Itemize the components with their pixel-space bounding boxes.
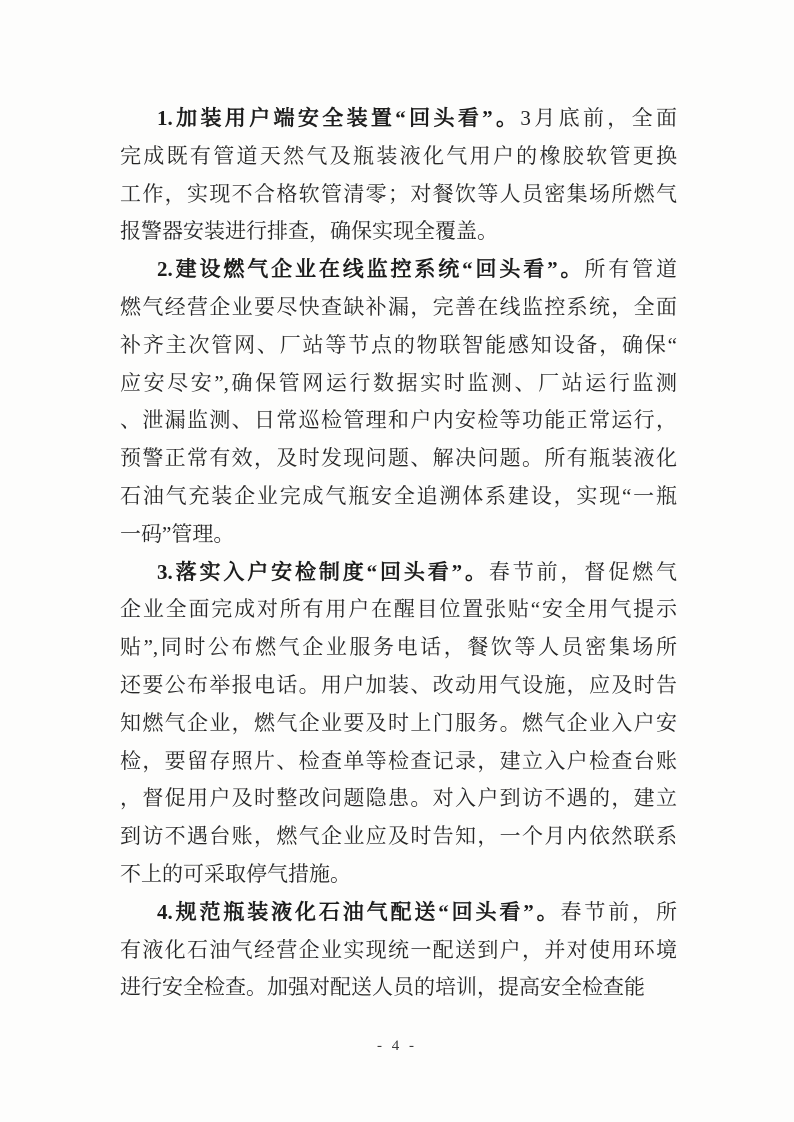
text-line: 完成既有管道天然气及瓶装液化气用户的橡胶软管更换 [120,143,677,168]
text-line: 知燃气企业，燃气企业要及时上门服务。燃气企业入户安 [120,710,677,735]
text-line: 、泄漏监测、日常巡检管理和户内安检等功能正常运行， [120,408,677,433]
text-line: 工作，实现不合格软管清零；对餐饮等人员密集场所燃气 [120,181,677,206]
text-line: 企业全面完成对所有用户在醒目位置张贴“安全用气提示 [120,597,677,622]
document-body [120,100,677,1007]
text-line: 贴”,同时公布燃气企业服务电话，餐饮等人员密集场所 [120,635,677,660]
text-line: 还要公布举报电话。用户加装、改动用气设施，应及时告 [120,672,677,697]
text-line: 报警器安装进行排查，确保实现全覆盖。 [120,219,498,244]
text-line: 补齐主次管网、厂站等节点的物联智能感知设备，确保“ [120,332,677,357]
text-line: 检，要留存照片、检查单等检查记录，建立入户检查台账 [120,748,677,773]
text-line: 不上的可采取停气措施。 [120,861,351,886]
text-line: 1.加装用户端安全装置“回头看”。3月底前，全面 [157,106,677,130]
paragraph [120,894,677,1007]
text-line: 预警正常有效，及时发现问题、解决问题。所有瓶装液化 [120,446,677,471]
text-line: 3.落实入户安检制度“回头看”。春节前，督促燃气 [157,559,677,584]
paragraph [120,554,677,894]
text-line: 石油气充装企业完成气瓶安全追溯体系建设，实现“一瓶 [120,483,677,508]
text-line: 燃气经营企业要尽快查缺补漏，完善在线监控系统，全面 [120,294,677,319]
item-heading: 4.规范瓶装液化石油气配送“回头看”。 [157,899,561,924]
text-line: ，督促用户及时整改问题隐患。对入户到访不遇的，建立 [120,786,677,811]
item-heading: 2.建设燃气企业在线监控系统“回头看”。 [157,257,585,282]
paragraph [120,100,677,251]
item-heading: 1.加装用户端安全装置“回头看”。 [157,106,521,130]
text-line: 应安尽安”,确保管网运行数据实时监测、厂站运行监测 [120,370,677,395]
text-line: 到访不遇台账，燃气企业应及时告知，一个月内依然联系 [120,824,677,849]
text-line: 4.规范瓶装液化石油气配送“回头看”。春节前，所 [157,899,677,924]
item-heading: 3.落实入户安检制度“回头看”。 [157,559,489,584]
page-number: - 4 - [377,1038,417,1054]
text-line: 一码”管理。 [120,521,235,546]
text-line: 有液化石油气经营企业实现统一配送到户，并对使用环境 [120,937,677,962]
paragraph [120,251,677,553]
text-line: 进行安全检查。加强对配送人员的培训，提高安全检查能 [120,975,645,1000]
text-line: 2.建设燃气企业在线监控系统“回头看”。所有管道 [157,257,677,282]
